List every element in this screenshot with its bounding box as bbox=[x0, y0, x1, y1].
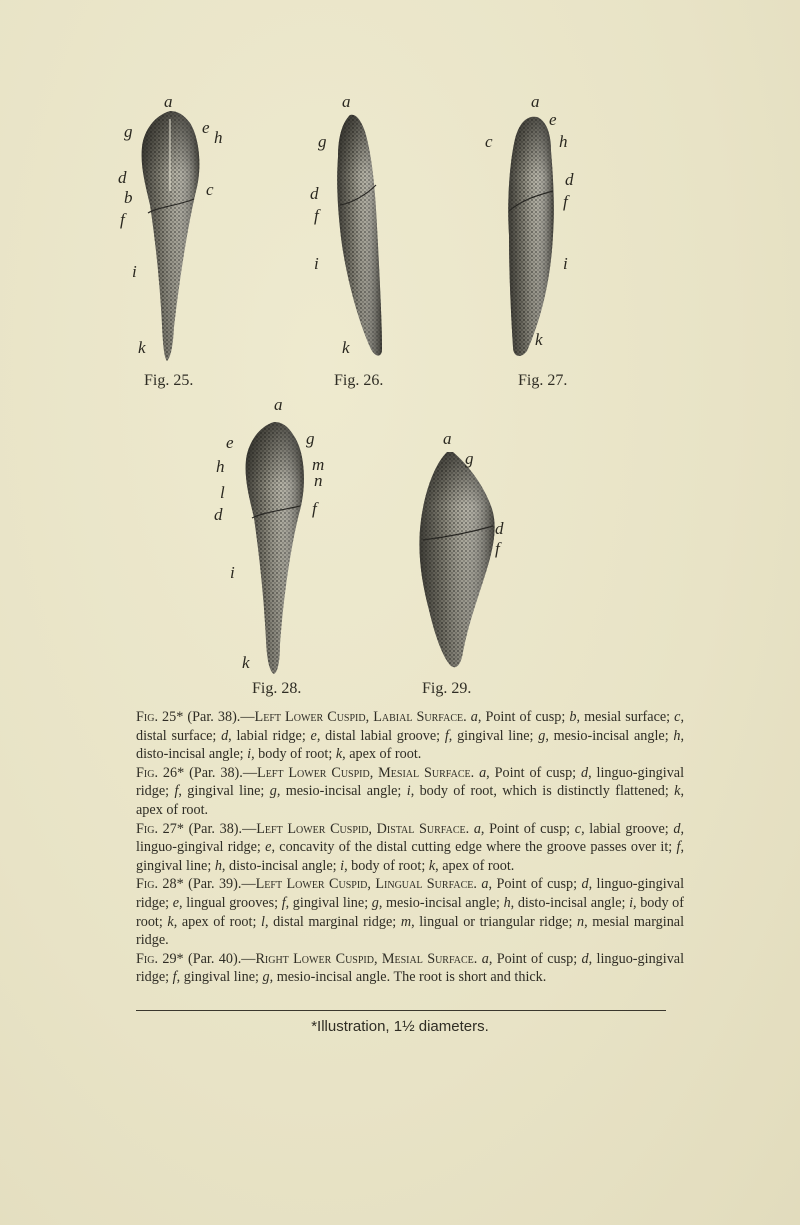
reference-letter: e bbox=[310, 727, 317, 744]
description-text: , lingual grooves; bbox=[179, 894, 282, 911]
footnote-rule bbox=[136, 1010, 666, 1011]
description-text: , body of root; bbox=[136, 894, 685, 930]
description-paragraph bbox=[136, 708, 684, 764]
label-e: e bbox=[226, 433, 234, 452]
description-title: —Left Lower Cuspid, Distal Surface. bbox=[242, 820, 470, 837]
figure-25-caption: Fig. 25. bbox=[144, 372, 194, 389]
description-title: —Right Lower Cuspid, Mesial Surface. bbox=[241, 950, 478, 967]
label-d: d bbox=[310, 184, 319, 203]
description-text: , apex of root. bbox=[136, 783, 685, 818]
description-text: , apex of root. bbox=[342, 746, 422, 763]
label-i: i bbox=[132, 262, 137, 281]
description-text: , Point of cusp; bbox=[480, 820, 575, 837]
label-l: l bbox=[220, 483, 225, 502]
reference-letter: g bbox=[538, 727, 546, 744]
figure-25 bbox=[110, 92, 230, 395]
description-text: , linguo-gingival ridge; bbox=[136, 764, 685, 800]
label-f: f bbox=[495, 539, 500, 558]
reference-letter: f bbox=[281, 894, 286, 911]
reference-letter: d bbox=[581, 764, 589, 781]
figure-28 bbox=[214, 395, 340, 690]
description-text: , linguo-gingival ridge; bbox=[136, 820, 685, 856]
label-k: k bbox=[138, 338, 146, 357]
reference-letter: k bbox=[167, 913, 174, 930]
figure-27 bbox=[475, 92, 595, 395]
label-a: a bbox=[531, 92, 540, 111]
reference-letter: l bbox=[260, 913, 265, 930]
label-e: e bbox=[202, 118, 210, 137]
reference-letter: a bbox=[479, 764, 487, 781]
label-f: f bbox=[314, 206, 319, 225]
reference-letter: d bbox=[581, 876, 589, 893]
description-text: , gingival line; bbox=[136, 839, 684, 874]
label-b: b bbox=[124, 188, 133, 207]
label-i: i bbox=[314, 254, 319, 273]
label-f: f bbox=[563, 192, 568, 211]
label-n: n bbox=[314, 471, 323, 490]
description-text: , labial ridge; bbox=[228, 727, 311, 744]
reference-letter: i bbox=[247, 746, 252, 763]
description-text: , distal surface; bbox=[136, 709, 685, 744]
figure-29 bbox=[405, 430, 525, 680]
label-g: g bbox=[306, 429, 315, 448]
figure-29-caption: Fig. 29. bbox=[422, 680, 472, 697]
reference-letter: k bbox=[674, 783, 681, 800]
description-title: —Left Lower Cuspid, Lingual Surface. bbox=[241, 876, 477, 893]
description-text: , mesio-incisal angle. The root is short and thick. bbox=[269, 969, 547, 986]
label-c: c bbox=[485, 132, 493, 151]
description-text: , Point of cusp; bbox=[477, 709, 570, 725]
reference-letter: g bbox=[269, 783, 277, 800]
description-text: , linguo-gingival ridge; bbox=[136, 876, 685, 911]
description-text: , gingival line; bbox=[178, 783, 270, 800]
reference-letter: f bbox=[172, 969, 177, 986]
reference-letter: h bbox=[503, 894, 511, 911]
reference-letter: a bbox=[473, 820, 481, 837]
description-paragraph-ref: (Par. 40). bbox=[188, 950, 242, 967]
description-paragraph bbox=[136, 820, 684, 876]
label-f: f bbox=[120, 210, 125, 229]
description-paragraph-ref: (Par. 38). bbox=[188, 820, 243, 837]
description-text: , gingival line; bbox=[285, 894, 372, 911]
reference-letter: h bbox=[673, 727, 681, 744]
label-m: m bbox=[312, 455, 325, 474]
description-figure-number: Fig. 26* bbox=[136, 764, 185, 781]
reference-letter: c bbox=[574, 820, 582, 837]
description-text: , gingival line; bbox=[448, 727, 539, 744]
reference-letter: a bbox=[481, 876, 489, 893]
description-title: —Left Lower Cuspid, Mesial Surface. bbox=[242, 764, 475, 781]
reference-letter: d bbox=[673, 820, 681, 837]
reference-letter: n bbox=[577, 913, 585, 930]
figure-26-caption: Fig. 26. bbox=[334, 372, 384, 389]
description-text: , mesio-incisal angle; bbox=[276, 783, 407, 800]
label-g: g bbox=[318, 132, 327, 151]
label-i: i bbox=[563, 254, 568, 273]
label-a: a bbox=[342, 92, 351, 111]
description-text: , labial groove; bbox=[581, 820, 674, 837]
description-figure-number: Fig. 25* bbox=[136, 709, 184, 725]
description-text: , lingual or triangular ridge; bbox=[411, 913, 578, 930]
description-text: , mesial marginal ridge. bbox=[136, 913, 685, 949]
figure-26 bbox=[300, 92, 420, 395]
reference-letter: g bbox=[262, 969, 270, 986]
description-text: , body of root; bbox=[344, 857, 429, 874]
label-c: c bbox=[206, 180, 214, 199]
description-text: , apex of root. bbox=[435, 857, 515, 874]
reference-letter: a bbox=[481, 950, 489, 967]
reference-letter: f bbox=[444, 727, 449, 744]
label-d: d bbox=[495, 519, 504, 538]
label-d: d bbox=[214, 505, 223, 524]
description-text: , linguo-gingival ridge; bbox=[136, 950, 685, 986]
reference-letter: m bbox=[400, 913, 412, 930]
reference-letter: a bbox=[470, 709, 478, 725]
description-text: , disto-incisal angle; bbox=[221, 857, 341, 874]
reference-letter: f bbox=[174, 783, 179, 800]
figure-27-caption: Fig. 27. bbox=[518, 372, 568, 389]
description-text: , disto-incisal angle; bbox=[136, 727, 684, 763]
reference-letter: k bbox=[428, 857, 436, 874]
description-text: , Point of cusp; bbox=[488, 950, 582, 967]
label-a: a bbox=[274, 395, 283, 414]
description-figure-number: Fig. 27* bbox=[136, 820, 184, 837]
label-h: h bbox=[214, 128, 223, 147]
reference-letter: e bbox=[172, 894, 180, 911]
description-text: , mesio-incisal angle; bbox=[378, 894, 504, 911]
label-i: i bbox=[230, 563, 235, 582]
label-h: h bbox=[559, 132, 568, 151]
description-paragraph-ref: (Par. 38). bbox=[187, 709, 241, 725]
label-f: f bbox=[312, 499, 317, 518]
description-text: , body of root, which is distinctly flattened; bbox=[410, 783, 675, 800]
reference-letter: h bbox=[214, 857, 222, 874]
reference-letter: b bbox=[569, 709, 577, 725]
figure-28-caption: Fig. 28. bbox=[252, 680, 302, 697]
label-g: g bbox=[124, 122, 133, 141]
description-paragraph bbox=[136, 875, 684, 949]
label-k: k bbox=[342, 338, 350, 357]
reference-letter: g bbox=[371, 894, 379, 911]
label-d: d bbox=[565, 170, 574, 189]
reference-letter: d bbox=[221, 727, 229, 744]
description-text: , Point of cusp; bbox=[486, 764, 582, 781]
reference-letter: e bbox=[265, 839, 272, 856]
description-paragraph-ref: (Par. 38). bbox=[189, 764, 243, 781]
tooth-illustration-fig27 bbox=[475, 92, 595, 395]
description-text: , body of root; bbox=[251, 746, 336, 763]
label-d: d bbox=[118, 168, 127, 187]
reference-letter: c bbox=[674, 709, 681, 725]
label-h: h bbox=[216, 457, 225, 476]
description-text: , mesial surface; bbox=[576, 709, 675, 725]
label-k: k bbox=[242, 653, 250, 672]
reference-letter: d bbox=[581, 950, 589, 967]
description-text: , Point of cusp; bbox=[488, 876, 582, 893]
label-a: a bbox=[443, 429, 452, 448]
description-text: , mesio-incisal angle; bbox=[545, 727, 674, 744]
label-e: e bbox=[549, 110, 557, 129]
description-text: , apex of root; bbox=[173, 913, 261, 930]
reference-letter: i bbox=[406, 783, 411, 800]
figure-descriptions bbox=[136, 708, 684, 987]
reference-letter: i bbox=[629, 894, 634, 911]
tooth-illustration-fig28 bbox=[220, 400, 340, 690]
label-a: a bbox=[164, 92, 173, 111]
reference-letter: i bbox=[340, 857, 345, 874]
description-title: —Left Lower Cuspid, Labial Surface. bbox=[240, 709, 467, 725]
description-text: , distal labial groove; bbox=[316, 727, 445, 744]
description-text: , gingival line; bbox=[176, 969, 263, 986]
description-text: , concavity of the distal cutting edge where the groove passes over it; bbox=[271, 839, 677, 856]
description-text: , disto-incisal angle; bbox=[510, 894, 630, 911]
description-figure-number: Fig. 28* bbox=[136, 876, 184, 893]
description-paragraph-ref: (Par. 39). bbox=[188, 876, 242, 893]
reference-letter: f bbox=[676, 839, 681, 856]
reference-letter: k bbox=[335, 746, 343, 763]
footnote: *Illustration, 1½ diameters. bbox=[311, 1018, 489, 1035]
label-g: g bbox=[465, 449, 474, 468]
description-text: , distal marginal ridge; bbox=[264, 913, 401, 930]
description-paragraph bbox=[136, 950, 684, 987]
description-figure-number: Fig. 29* bbox=[136, 950, 184, 967]
label-k: k bbox=[535, 330, 543, 349]
description-paragraph bbox=[136, 764, 684, 820]
